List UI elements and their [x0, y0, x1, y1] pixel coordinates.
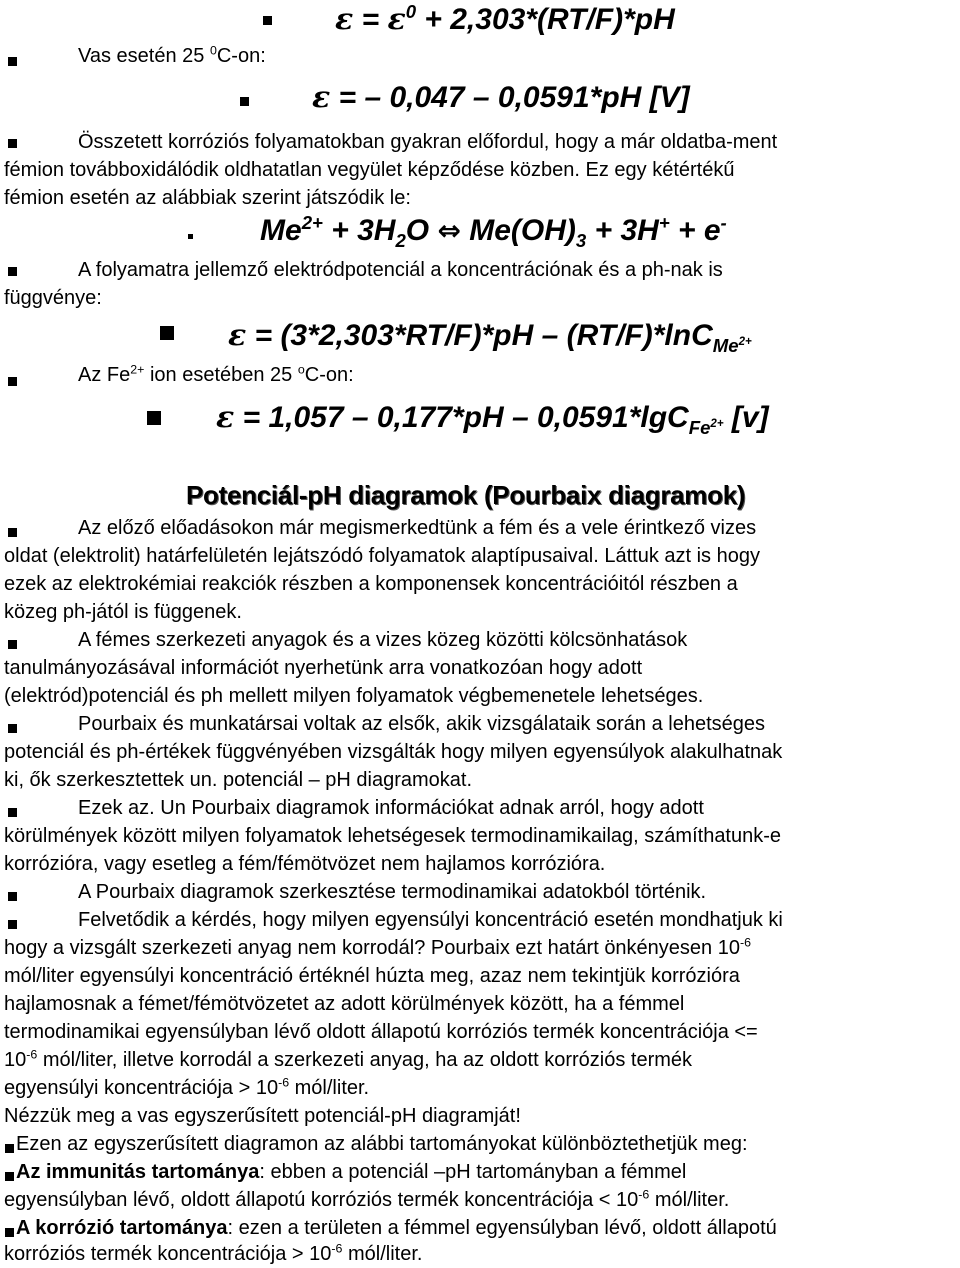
paragraph-line: hogy a vizsgált szerkezeti anyag nem korrodál? Pourbaix ezt határt önkényesen $10^{-6}$ — [4, 935, 752, 959]
paragraph-line: körülmények között milyen folyamatok lehetségesek termodinamikailag, számíthatunk-e — [4, 825, 782, 847]
paragraph-line: A korrózió tartománya: ezen a területen a fémmel egyensúlyban lévő, oldott állapotú — [16, 1217, 777, 1239]
corrosion-term: A korrózió tartománya — [16, 1217, 228, 1239]
paragraph-line: egyensúlyban lévő, oldott állapotú korróziós termék koncentrációja < $10^{-6}$ mól/liter. — [4, 1187, 730, 1211]
paragraph-line: $10^{-6}$ mól/liter, illetve korrodál a szerkezeti anyag, ha az oldott korróziós termék — [4, 1047, 693, 1071]
bullet-icon — [8, 528, 17, 537]
bullet-icon — [8, 724, 17, 733]
paragraph-line: Ezen az egyszerűsített diagramon az alábbi tartományokat különböztethetjük meg: — [16, 1133, 748, 1155]
paragraph-line: Ezek az. Un Pourbaix diagramok információkat adnak arról, hogy adott — [78, 797, 704, 819]
equation-fe: ε = 1,057 – 0,177*pH – 0,0591*lgC$_{Fe^{2+}}$ [v] — [216, 400, 769, 438]
paragraph-line: (elektród)potenciál és ph mellett milyen folyamatok végbemenetele lehetséges. — [4, 685, 704, 707]
paragraph-line: hajlamosnak a fémet/fémötvözetet az adott körülmények között, ha a fémmel — [4, 993, 685, 1015]
equation-hydrolysis: $Me^{2+} + 3H_2O$ ⇔ $Me(OH)_3 + 3H^+ + e^-$ — [260, 212, 727, 251]
equation-iron: ε = – 0,047 – 0,0591*pH [V] — [312, 80, 690, 115]
paragraph-line: A Pourbaix diagramok szerkesztése termodinamikai adatokból történik. — [78, 881, 707, 903]
paragraph-line: közeg ph-jától is függenek. — [4, 601, 242, 623]
fe-condition-label: Az $Fe^{2+}$ ion esetében 25 $^o$C-on: — [78, 362, 354, 386]
bullet-icon — [5, 1228, 14, 1237]
paragraph-line: A folyamatra jellemző elektródpotenciál a koncentrációnak és a ph-nak is — [78, 259, 723, 281]
section-heading: Potenciál-pH diagramok (Pourbaix diagramok) — [186, 480, 746, 510]
equation-nernst: $\varepsilon = \varepsilon^0 + 2,303*(RT/F)*pH$ — [335, 1, 675, 37]
paragraph-line: fémion továbboxidálódik oldhatatlan vegyület képződése közben. Ez egy kétértékű — [4, 159, 735, 181]
paragraph-line: korróziós termék koncentrációja > $10^{-6}$ mól/liter. — [4, 1241, 423, 1265]
paragraph-line: korrózióra, vagy esetleg a fém/fémötvözet nem hajlamos korrózióra. — [4, 853, 606, 875]
bullet-icon — [240, 97, 249, 106]
bullet-icon — [8, 267, 17, 276]
paragraph-line: egyensúlyi koncentrációja > $10^{-6}$ mól/liter. — [4, 1075, 370, 1099]
bullet-icon — [5, 1144, 14, 1153]
bullet-icon — [8, 377, 17, 386]
bullet-icon — [8, 640, 17, 649]
paragraph-line: Nézzük meg a vas egyszerűsített potenciál-pH diagramját! — [4, 1105, 521, 1127]
bullet-icon — [188, 234, 193, 239]
paragraph-line: ki, ők szerkesztettek un. potenciál – pH diagramokat. — [4, 769, 473, 791]
bullet-icon — [8, 139, 17, 148]
bullet-icon — [263, 16, 272, 25]
bullet-icon — [5, 1172, 14, 1181]
paragraph-line: A fémes szerkezeti anyagok és a vizes közeg közötti kölcsönhatások — [78, 629, 688, 651]
paragraph-line: Felvetődik a kérdés, hogy milyen egyensúlyi koncentráció esetén mondhatjuk ki — [78, 909, 783, 931]
bullet-icon — [8, 808, 17, 817]
paragraph-line: termodinamikai egyensúlyban lévő oldott állapotú korróziós termék koncentrációja <= — [4, 1021, 758, 1043]
equation-general: ε = (3*2,303*RT/F)*pH – (RT/F)*lnC$_{Me^{2+}}$ — [228, 318, 752, 356]
paragraph-line: Összetett korróziós folyamatokban gyakran előfordul, hogy a már oldatba-ment — [78, 131, 778, 153]
paragraph-line: potenciál és ph-értékek függvényében vizsgálták hogy milyen egyensúlyok alakulhatnak — [4, 741, 783, 763]
bullet-icon — [160, 326, 174, 340]
paragraph-line: Pourbaix és munkatársai voltak az elsők, akik vizsgálataik során a lehetséges — [78, 713, 766, 735]
paragraph-line: függvénye: — [4, 287, 102, 309]
bullet-icon — [8, 892, 17, 901]
paragraph-line: Az immunitás tartománya: ebben a potenciál –pH tartományban a fémmel — [16, 1161, 687, 1183]
paragraph-line: fémion esetén az alábbiak szerint játszódik le: — [4, 187, 411, 209]
bullet-icon — [8, 920, 17, 929]
paragraph-line: mól/liter egyensúlyi koncentráció értéknél húzta meg, azaz nem tekintjük korrózióra — [4, 965, 740, 987]
paragraph-line: Az előző előadásokon már megismerkedtünk a fém és a vele érintkező vizes — [78, 517, 757, 539]
paragraph-line: oldat (elektrolit) határfelületén lejátszódó folyamatok alaptípusaival. Láttuk azt is hogy — [4, 545, 760, 567]
immunity-term: Az immunitás tartománya — [16, 1161, 260, 1183]
bullet-icon — [147, 411, 161, 425]
paragraph-line: ezek az elektrokémiai reakciók részben a komponensek koncentrációitól részben a — [4, 573, 738, 595]
iron-condition-label: Vas esetén 25 $^0$C-on: — [78, 43, 266, 67]
paragraph-line: tanulmányozásával információt nyerhetünk arra vonatkozóan hogy adott — [4, 657, 643, 679]
bullet-icon — [8, 57, 17, 66]
